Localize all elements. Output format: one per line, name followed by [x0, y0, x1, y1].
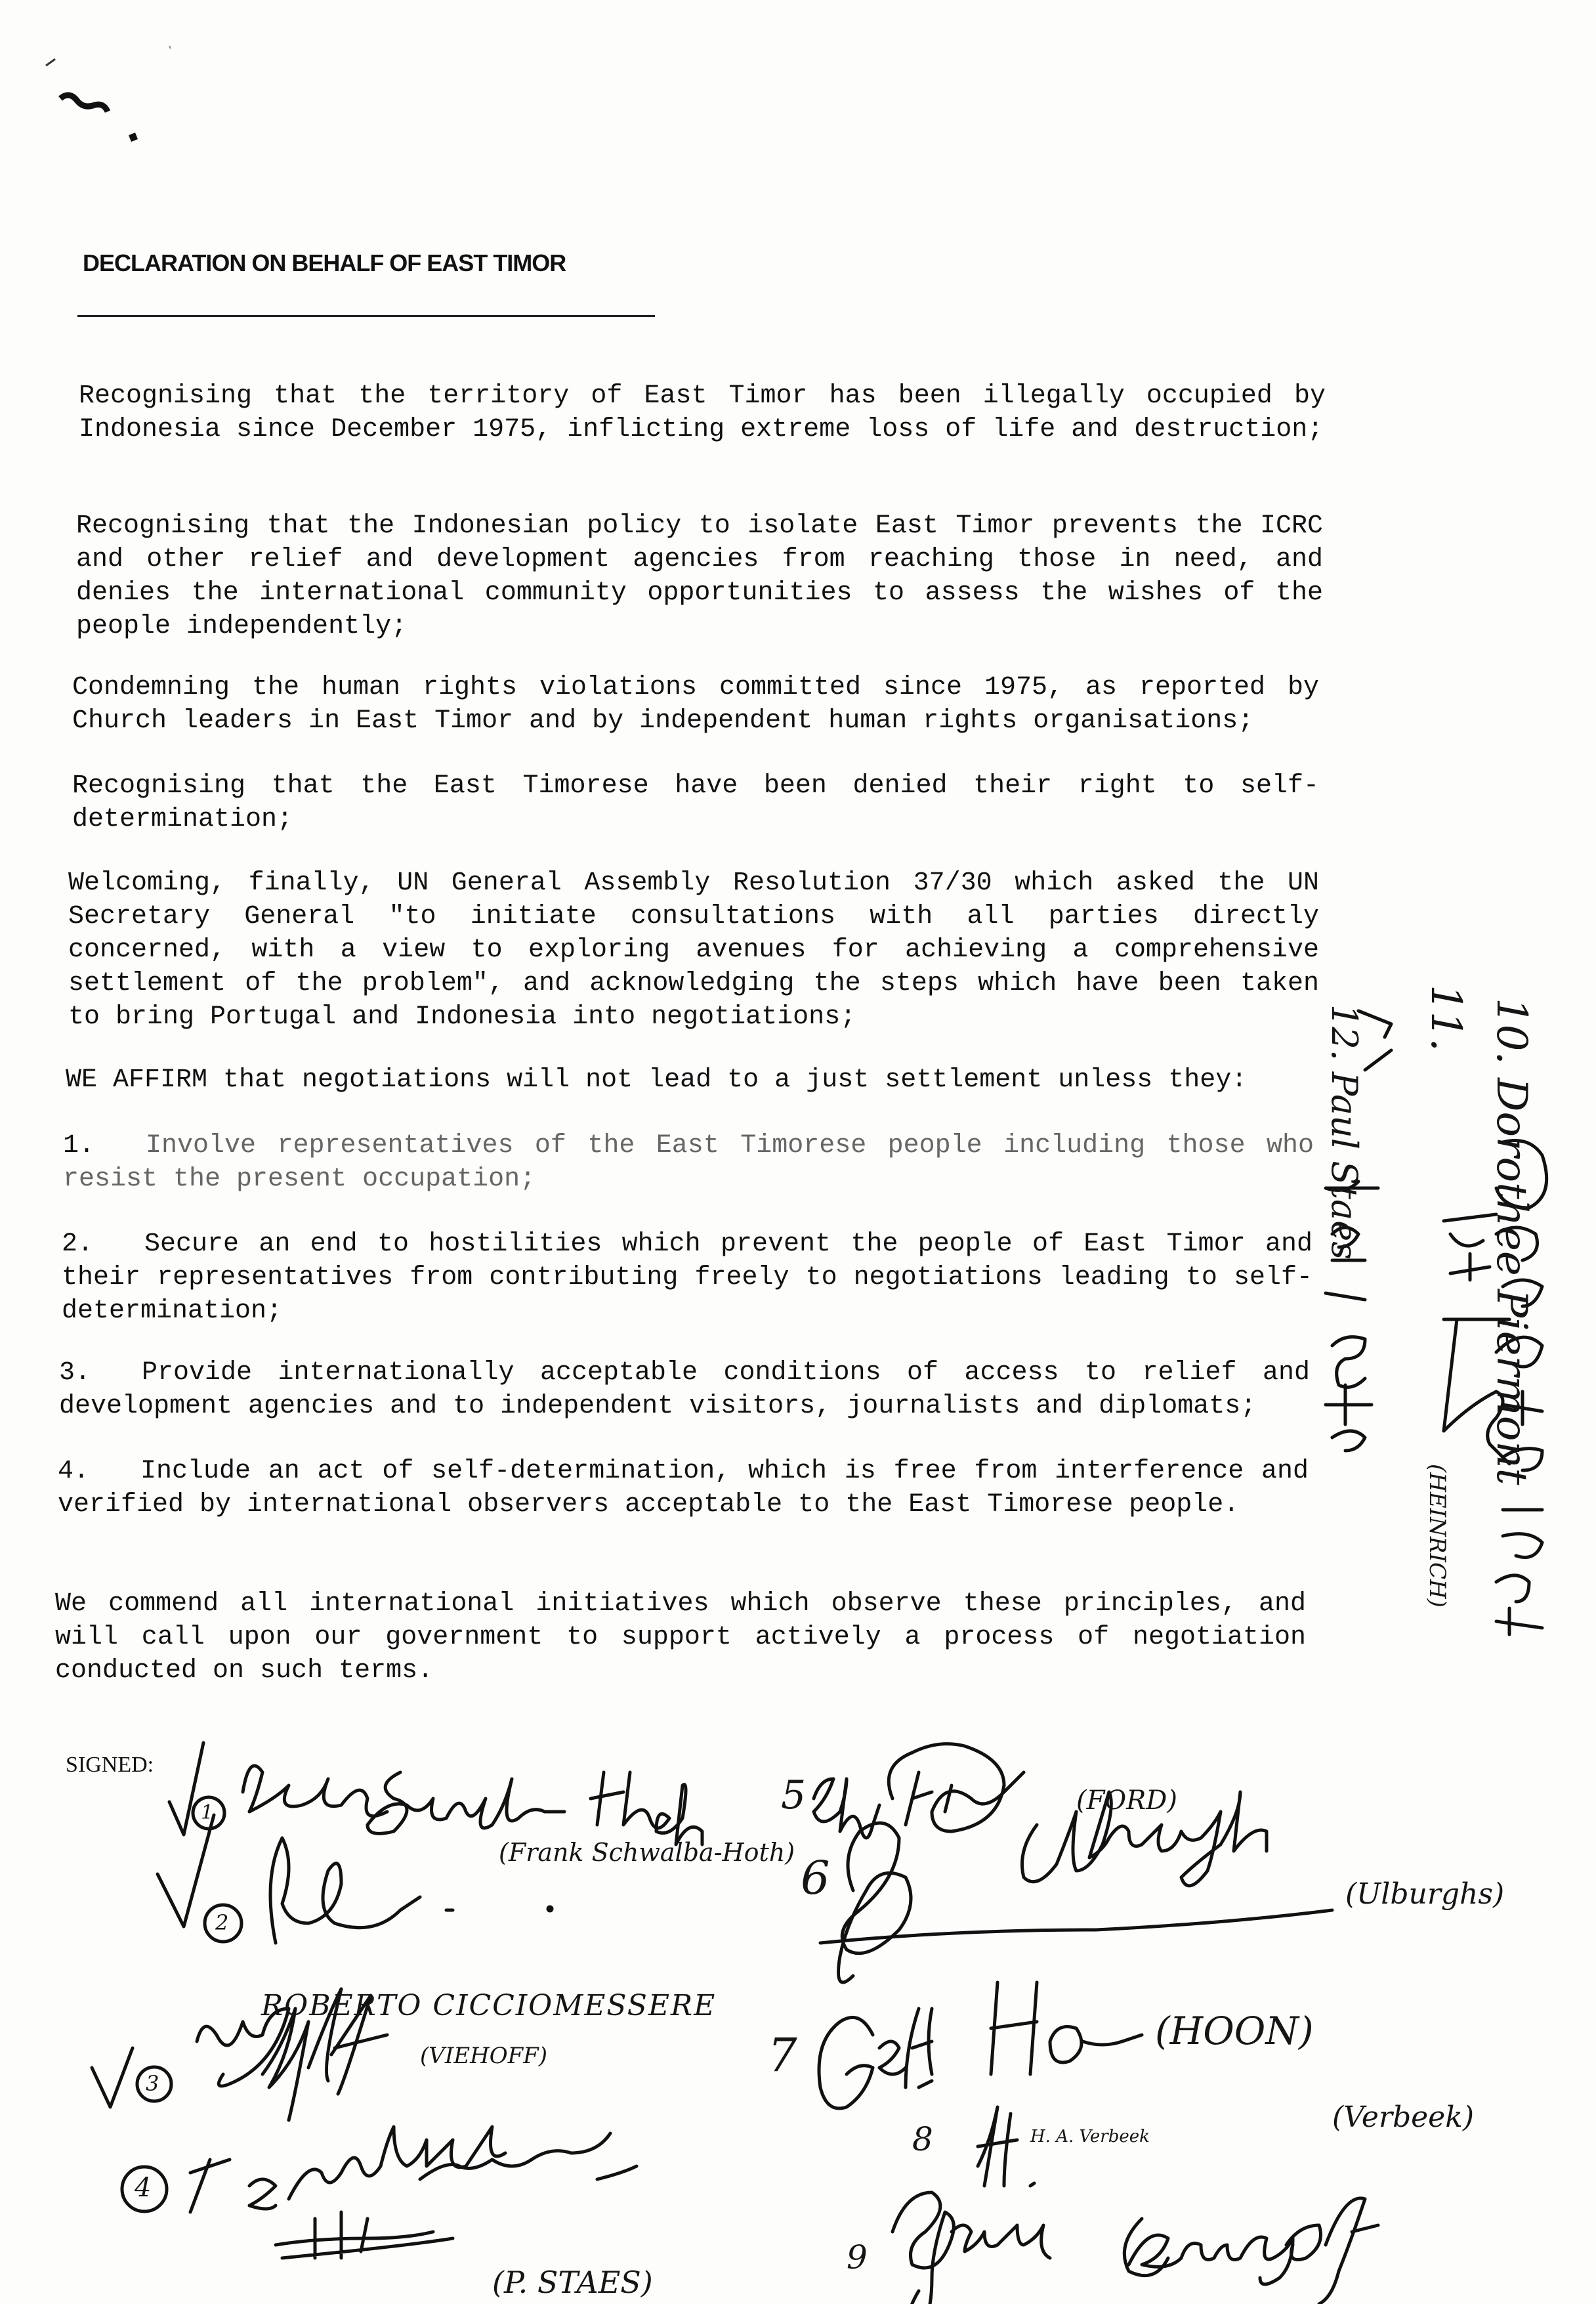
- hand-number-3: 3: [146, 2071, 159, 2096]
- hand-number-6: 6: [801, 1851, 830, 1905]
- hand-number-5: 5: [781, 1772, 807, 1818]
- paragraph-3: Condemning the human rights violations committed since 1975, as reported by Church leaders in East Timor and by independent human rights organisations;: [72, 673, 1319, 736]
- signature-cicciomessere: [270, 1838, 453, 1943]
- point-number: 4.: [58, 1457, 90, 1486]
- hand-name-cicciomessere: ROBERTO CICCIOMESSERE: [261, 1989, 717, 2022]
- margin-note-10: 10. Dorothee Piermont: [1487, 998, 1536, 1485]
- hand-name-viehoff: (VIEHOFF): [420, 2043, 548, 2069]
- hand-number-1: 1: [201, 1801, 214, 1824]
- signature-ulburghs: [820, 1792, 1332, 1982]
- hand-name-staes: (P. STAES): [492, 2265, 653, 2300]
- point-number: 1.: [63, 1131, 95, 1161]
- margin-note-11: 11.: [1421, 985, 1470, 1052]
- signed-label: SIGNED:: [66, 1753, 154, 1777]
- tick-mark-3: [92, 2048, 133, 2107]
- signature-bonsdorf: [892, 2192, 1378, 2304]
- margin-note-heinrich: (HEINRICH): [1424, 1464, 1450, 1608]
- hand-name-ulburghs: (Ulburghs): [1345, 1877, 1505, 1911]
- signature-hoon: [819, 1982, 1142, 2108]
- hand-number-2: 2: [215, 1910, 229, 1935]
- hand-signature-verbeek-small: H. A. Verbeek: [1030, 2127, 1150, 2146]
- hand-name-schwalba-hoth: (Frank Schwalba-Hoth): [499, 1838, 795, 1867]
- signature-verbeek: [978, 2107, 1034, 2186]
- hand-number-8: 8: [912, 2120, 933, 2158]
- tick-mark-1: [169, 1743, 203, 1835]
- signature-ford: [814, 1744, 1024, 1838]
- signature-staes: [190, 2127, 637, 2258]
- hand-name-verbeek: (Verbeek): [1332, 2101, 1475, 2134]
- paragraph-5: Welcoming, finally, UN General Assembly Resolution 37/30 which asked the UN Secretary General "to initiate consultations with all parties directly concerned, with a view to exploring avenues for achieving a comprehensive settlement of the problem", and acknowledging the steps which have been taken to bring Portugal and Indonesia into negotiations;: [68, 868, 1319, 1032]
- signature-schwalba-hoth: [243, 1766, 702, 1845]
- hand-number-7: 7: [768, 2028, 797, 2082]
- paragraph-2: Recognising that the Indonesian policy to isolate East Timor prevents the ICRC and other relief and development agencies from reaching those in need, and denies the international community opportunities to assess the wishes of the people independently;: [76, 511, 1323, 641]
- point-text: Include an act of self-determination, which is free from interference and verified by international observers acceptable to the East Timorese people.: [58, 1457, 1309, 1520]
- point-number: 3.: [59, 1358, 91, 1388]
- hand-name-ford: (FORD): [1076, 1785, 1177, 1816]
- paragraph-4: Recognising that the East Timorese have been denied their right to self-determination;: [72, 771, 1319, 834]
- hand-number-9: 9: [847, 2238, 868, 2276]
- paragraph-1: Recognising that the territory of East Timor has been illegally occupied by Indonesia since December 1975, inflicting extreme loss of life and destruction;: [79, 381, 1326, 444]
- point-text: Involve representatives of the East Timorese people including those who resist the present occupation;: [63, 1131, 1314, 1194]
- closing-paragraph: We commend all international initiatives which observe these principles, and will call upon our government to support actively a process of negotiation conducted on such terms.: [55, 1589, 1306, 1686]
- paragraph-affirm: WE AFFIRM that negotiations will not lead to a just settlement unless they:: [66, 1065, 1248, 1095]
- point-number: 2.: [62, 1229, 94, 1259]
- hand-number-4: 4: [135, 2173, 152, 2203]
- point-text: Provide internationally acceptable conditions of access to relief and development agencies and to independent visitors, journalists and diplomats;: [59, 1358, 1310, 1421]
- margin-note-12: 12. Paul Staes: [1324, 1004, 1365, 1260]
- document-title: DECLARATION ON BEHALF OF EAST TIMOR: [83, 249, 566, 276]
- point-text: Secure an end to hostilities which prevent the people of East Timor and their representatives from contributing freely to negotiations leading to self-determination;: [62, 1229, 1312, 1326]
- hand-name-hoon: (HOON): [1155, 2009, 1314, 2053]
